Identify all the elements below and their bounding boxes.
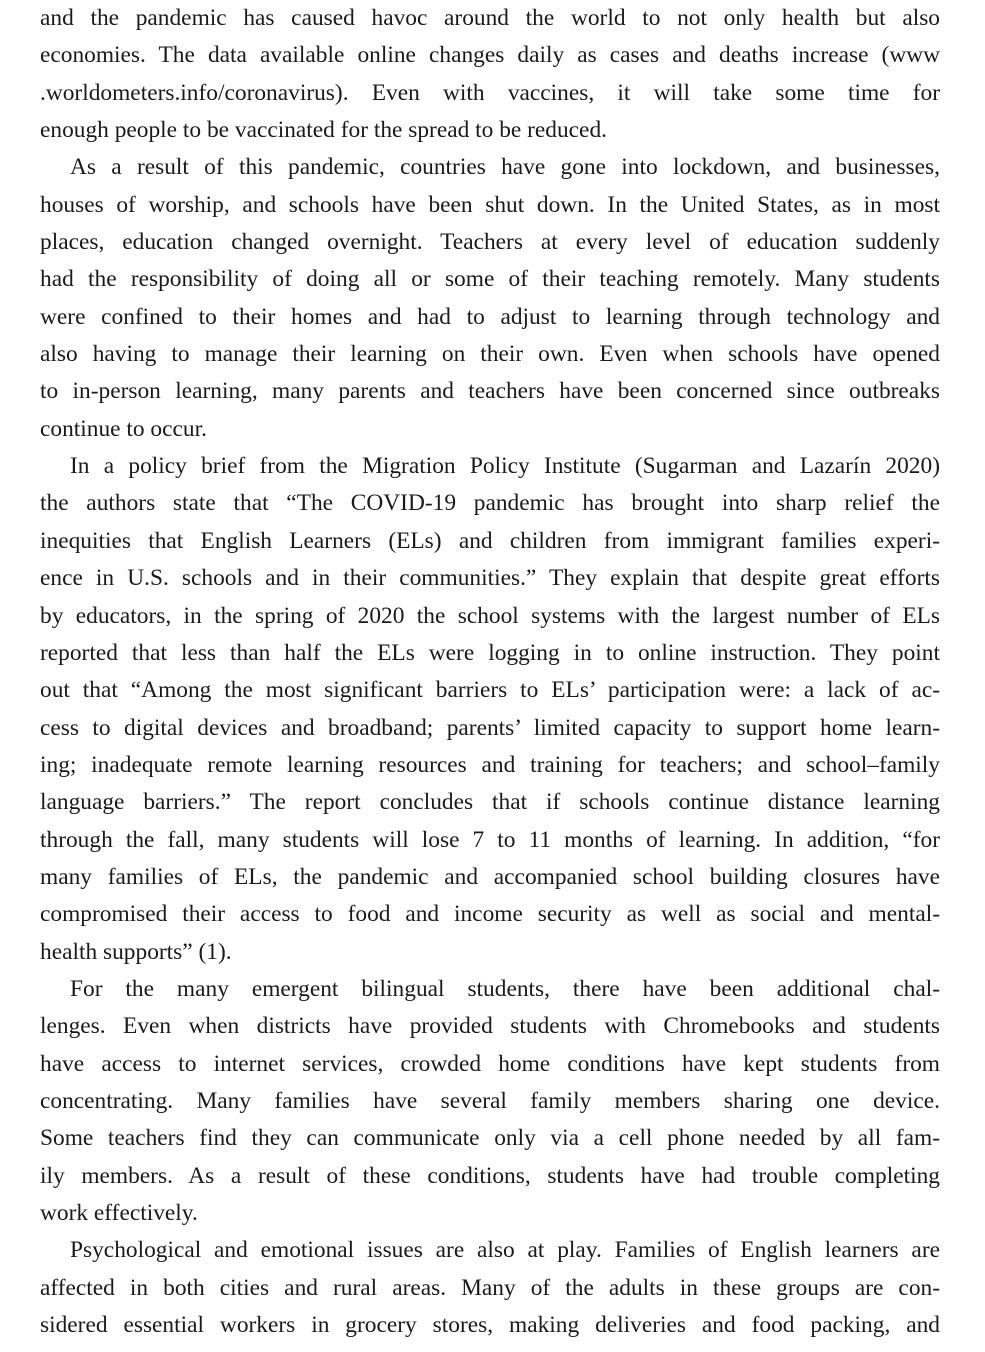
text-line: affected in both cities and rural areas. Many of the adults in these groups are con- <box>40 1274 940 1301</box>
text-line: continue to occur. <box>40 415 207 442</box>
text-line: economies. The data available online changes daily as cases and deaths increase (www <box>40 42 940 69</box>
text-line: also having to manage their learning on their own. Even when schools have opened <box>40 341 940 368</box>
paragraph <box>40 971 940 1232</box>
text-line: reported that less than half the ELs were logging in to online instruction. They point <box>40 639 940 666</box>
text-line: had the responsibility of doing all or some of their teaching remotely. Many students <box>40 266 940 293</box>
text-line: .worldometers.info/coronavirus). Even with vaccines, it will take some time for <box>40 79 940 106</box>
text-line: were confined to their homes and had to adjust to learning through technology and <box>40 303 940 330</box>
text-line: ence in U.S. schools and in their communities.” They explain that despite great efforts <box>40 565 940 592</box>
paragraph <box>40 448 940 971</box>
text-line: cess to digital devices and broadband; parents’ limited capacity to support home learn- <box>40 714 940 741</box>
document-page <box>40 0 940 1344</box>
text-line: health supports” (1). <box>40 938 232 965</box>
text-line: concentrating. Many families have several family members sharing one device. <box>40 1087 940 1114</box>
text-line: For the many emergent bilingual students, there have been additional chal- <box>70 975 940 1002</box>
text-line: As a result of this pandemic, countries have gone into lockdown, and businesses, <box>70 154 940 181</box>
text-line: the authors state that “The COVID-19 pandemic has brought into sharp relief the <box>40 490 940 517</box>
text-line: Psychological and emotional issues are also at play. Families of English learners are <box>70 1237 940 1264</box>
text-line: enough people to be vaccinated for the spread to be reduced. <box>40 117 607 144</box>
text-line: compromised their access to food and income security as well as social and mental- <box>40 901 940 928</box>
text-line: In a policy brief from the Migration Policy Institute (Sugarman and Lazarín 2020) <box>70 453 940 480</box>
text-line: sidered essential workers in grocery stores, making deliveries and food packing, and <box>40 1312 940 1339</box>
text-line: inequities that English Learners (ELs) and children from immigrant families experi- <box>40 527 940 554</box>
text-line: many families of ELs, the pandemic and accompanied school building closures have <box>40 863 940 890</box>
text-line: Some teachers find they can communicate only via a cell phone needed by all fam- <box>40 1125 940 1152</box>
text-line: houses of worship, and schools have been shut down. In the United States, as in most <box>40 191 940 218</box>
text-line: work effectively. <box>40 1200 198 1226</box>
text-line: language barriers.” The report concludes that if schools continue distance learning <box>40 789 940 816</box>
paragraph <box>40 149 940 448</box>
text-line: by educators, in the spring of 2020 the school systems with the largest number of ELs <box>40 602 940 629</box>
text-line: to in-person learning, many parents and teachers have been concerned since outbreaks <box>40 378 940 405</box>
text-line: ing; inadequate remote learning resources and training for teachers; and school–family <box>40 751 940 778</box>
text-line: lenges. Even when districts have provided students with Chromebooks and students <box>40 1013 940 1040</box>
paragraph <box>40 1232 940 1344</box>
text-line: and the pandemic has caused havoc around the world to not only health but also <box>40 5 940 31</box>
text-line: through the fall, many students will lose 7 to 11 months of learning. In addition, “for <box>40 826 940 853</box>
text-line: ily members. As a result of these conditions, students have had trouble completing <box>40 1162 940 1189</box>
paragraph <box>40 0 940 149</box>
text-line: have access to internet services, crowded home conditions have kept students from <box>40 1050 940 1077</box>
text-line: places, education changed overnight. Teachers at every level of education suddenly <box>40 229 940 256</box>
text-line: out that “Among the most significant barriers to ELs’ participation were: a lack of ac- <box>40 677 940 704</box>
